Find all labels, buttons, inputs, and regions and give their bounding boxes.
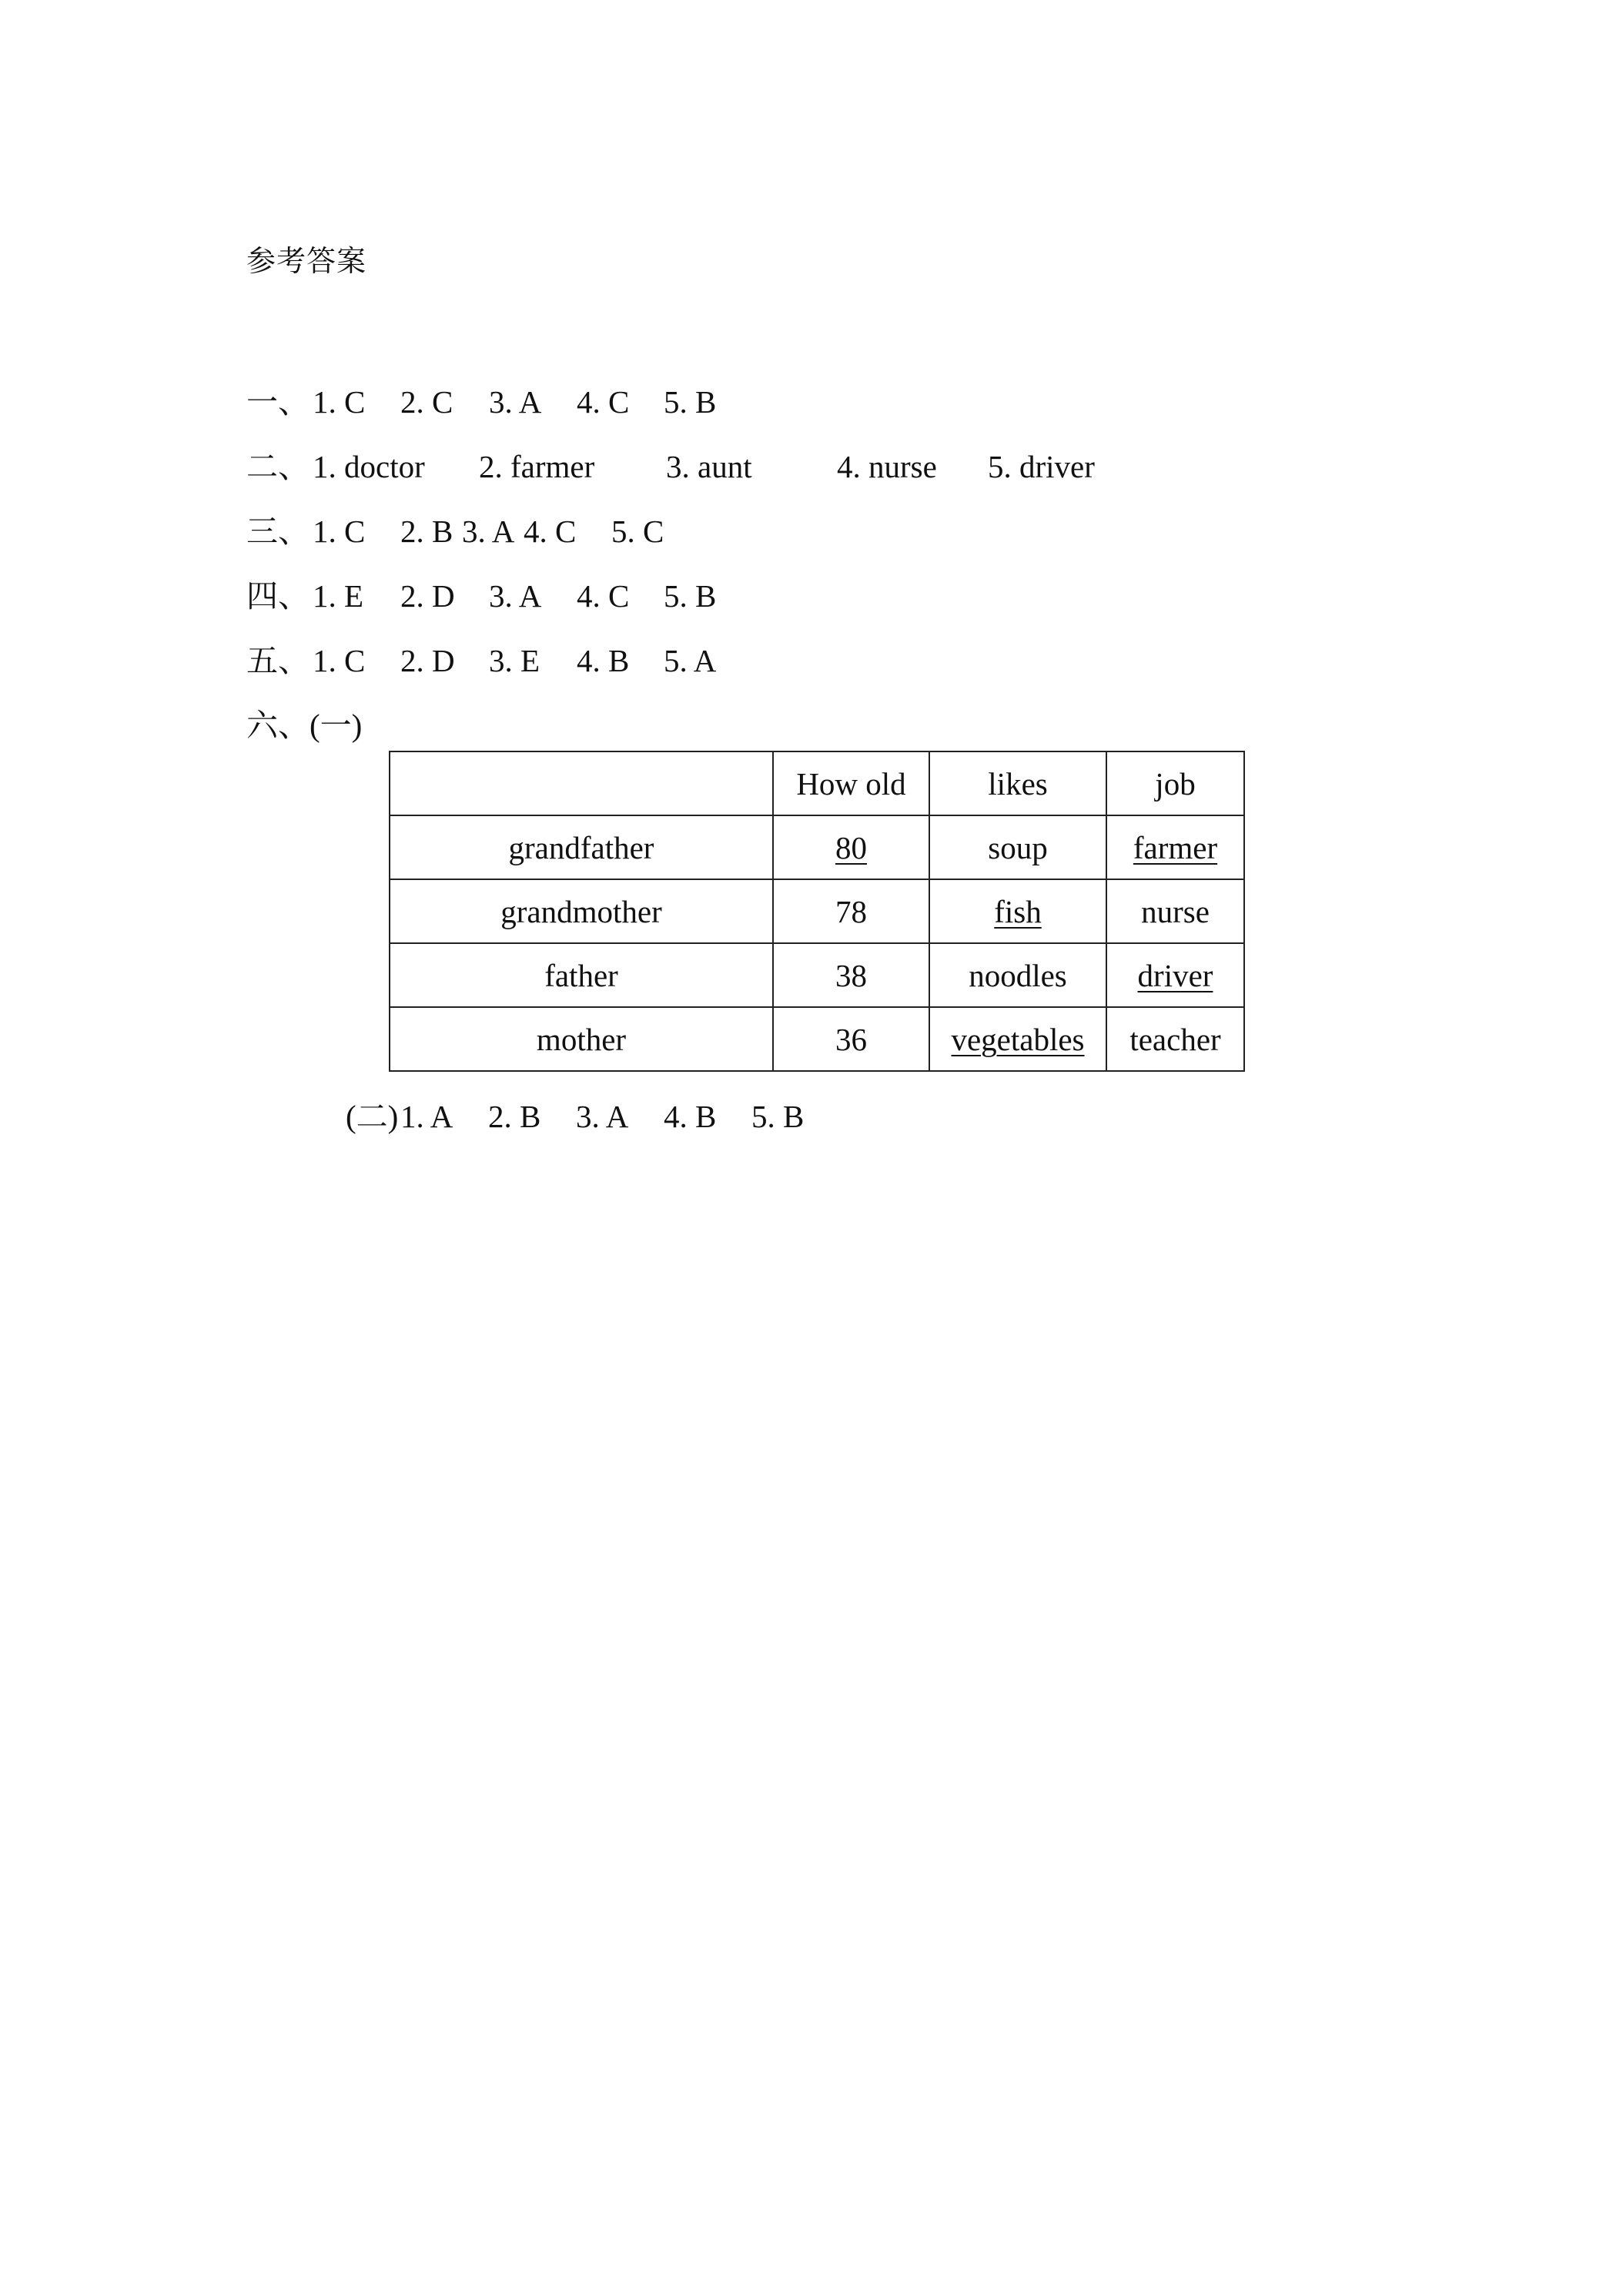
table-cell-name: grandmother <box>390 879 773 943</box>
answer-item: 5. B <box>664 578 717 614</box>
answer-item: 2. D <box>400 578 455 614</box>
table-header-cell <box>390 751 773 815</box>
section-label: 六、(一) <box>246 708 363 743</box>
answer-item: 5. B <box>664 384 717 420</box>
table-cell-job: nurse <box>1106 879 1244 943</box>
answer-item: 1. C <box>313 384 366 420</box>
answer-item: 3. A <box>489 578 542 614</box>
answer-underlined: fish <box>994 893 1042 929</box>
table-header-cell: How old <box>773 751 929 815</box>
table-row <box>390 879 1244 943</box>
table-header-cell: likes <box>929 751 1106 815</box>
answer-underlined: farmer <box>1133 829 1218 865</box>
section-label: 四、 <box>246 578 310 614</box>
answer-item: 3. A <box>576 1099 629 1134</box>
table-cell-likes: soup <box>929 815 1106 879</box>
section-label: 三、 <box>246 514 310 549</box>
table-header-row <box>390 751 1244 815</box>
answer-item: 5. A <box>664 643 717 678</box>
table-cell-age: 36 <box>773 1007 929 1071</box>
section-label: 二、 <box>246 449 310 484</box>
table-cell-likes <box>929 1007 1106 1071</box>
answer-item: 5. B <box>751 1099 805 1134</box>
table-header-cell: job <box>1106 751 1244 815</box>
answer-item: 2. B <box>488 1099 541 1134</box>
answer-item: 4. B <box>577 643 630 678</box>
table-cell-likes <box>929 879 1106 943</box>
answer-underlined: vegetables <box>951 1021 1085 1057</box>
family-info-table <box>389 751 1245 1072</box>
answer-item: 5. C <box>611 514 664 549</box>
table-cell-name: grandfather <box>390 815 773 879</box>
answer-item: 4. C <box>577 384 630 420</box>
table-cell-age <box>773 815 929 879</box>
table-cell-job <box>1106 815 1244 879</box>
answer-line-part-two <box>346 1096 805 1377</box>
answer-line-6 <box>246 705 363 785</box>
answer-item: 3. E <box>489 643 540 678</box>
answer-item: 3. A <box>489 384 542 420</box>
answer-item: 3. A <box>462 514 515 549</box>
answer-item: 3. aunt <box>666 449 752 484</box>
page-title: 参考答案 <box>246 246 367 278</box>
answer-item: 4. C <box>577 578 630 614</box>
answer-item: 1. A <box>400 1099 453 1134</box>
section-label: 一、 <box>246 384 310 420</box>
section-label: (二) <box>346 1099 399 1134</box>
table-cell-job <box>1106 943 1244 1007</box>
answer-item: 4. B <box>664 1099 717 1134</box>
table-cell-age: 38 <box>773 943 929 1007</box>
answer-item: 2. B <box>400 514 453 549</box>
answer-item: 2. farmer <box>479 449 595 484</box>
answer-item: 2. C <box>400 384 453 420</box>
answer-underlined: driver <box>1137 957 1213 993</box>
answer-item: 1. doctor <box>313 449 425 484</box>
table-cell-name: mother <box>390 1007 773 1071</box>
table-row <box>390 815 1244 879</box>
section-label: 五、 <box>246 643 310 678</box>
answer-item: 4. nurse <box>837 449 937 484</box>
answer-item: 1. C <box>313 514 366 549</box>
table-cell-age: 78 <box>773 879 929 943</box>
answer-item: 2. D <box>400 643 455 678</box>
table-row <box>390 943 1244 1007</box>
table-row <box>390 1007 1244 1071</box>
answer-item: 1. E <box>313 578 364 614</box>
answer-item: 4. C <box>524 514 577 549</box>
table-cell-name: father <box>390 943 773 1007</box>
answer-item: 5. driver <box>988 449 1095 484</box>
answer-item: 1. C <box>313 643 366 678</box>
answer-underlined: 80 <box>835 829 867 865</box>
table-cell-likes: noodles <box>929 943 1106 1007</box>
table-cell-job: teacher <box>1106 1007 1244 1071</box>
